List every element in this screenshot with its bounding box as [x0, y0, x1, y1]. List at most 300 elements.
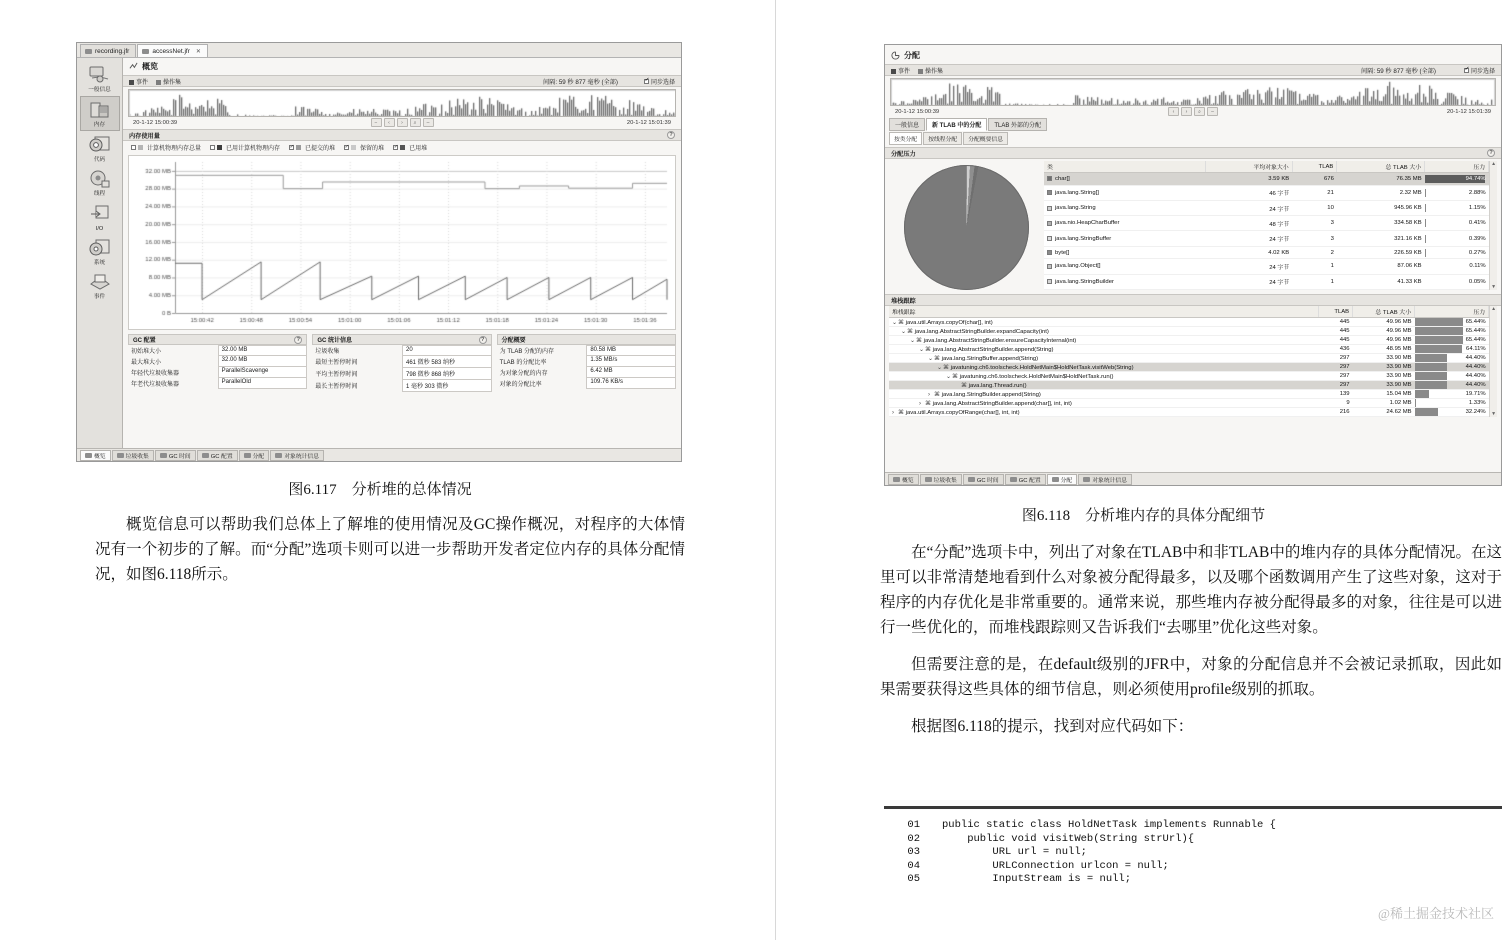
series-toggle-physical-used[interactable]: 已用计算机物理内存 [210, 143, 280, 152]
column-header[interactable]: 平均对象大小 [1205, 161, 1292, 173]
sync-selection-checkbox[interactable]: ✓ 同步选择 [1464, 66, 1495, 75]
cell-tlab: 436 [1319, 345, 1353, 354]
cell-class: java.lang.StringBuffer [1044, 231, 1205, 246]
bottom-tab-垃圾收集[interactable] [920, 474, 962, 485]
bottom-tab-label: 垃圾收集 [933, 477, 957, 484]
cell-class: byte[] [1044, 246, 1205, 259]
cell-avg-size: 24 字节 [1205, 200, 1292, 215]
expand-toggle-icon[interactable]: ⌄ [946, 373, 952, 380]
table-row[interactable] [1044, 259, 1489, 274]
cell-tlab: 21 [1292, 185, 1337, 200]
table-header-row [889, 306, 1489, 318]
legend-operative-set: 操作集 [156, 77, 181, 86]
table-row[interactable] [889, 381, 1489, 390]
legend-events: 事件 [129, 77, 148, 86]
timeline-end-time: 20-1-12 15:01:39 [1446, 108, 1491, 115]
code-listing [884, 806, 1502, 887]
cell-avg-size: 48 字节 [1205, 216, 1292, 231]
table-row[interactable] [1044, 246, 1489, 259]
stack-trace-header [885, 294, 1501, 306]
stack-trace-table[interactable] [889, 306, 1489, 417]
table-row[interactable] [889, 390, 1489, 399]
paragraph-text: 概览信息可以帮助我们总体上了解堆的使用情况及GC操作概况，对程序的大体情况有一个初步的了解。而“分配”选项卡则可以进一步帮助开发者定位内存的具体分配情况，如图6.118所示。 [95, 516, 685, 583]
cell-total-tlab: 76.35 MB [1337, 173, 1425, 186]
gc-config-value: ParallelOld [218, 378, 308, 389]
legend-operative-set: 操作集 [918, 66, 943, 75]
cell-total-tlab: 334.58 KB [1337, 216, 1425, 231]
bottom-tab-label: 概览 [902, 477, 914, 484]
cell-tlab: 445 [1319, 318, 1353, 327]
overview-icon [129, 62, 138, 71]
timeline-start-time: 20-1-12 15:00:39 [133, 119, 178, 126]
alloc-summary-key: 对象的分配比率 [499, 382, 542, 388]
memory-usage-header [123, 129, 681, 141]
sidebar-item-general-info[interactable] [80, 62, 120, 95]
cell-tlab: 297 [1319, 372, 1353, 381]
cell-tlab: 297 [1319, 354, 1353, 363]
timeline-pan-right-button[interactable]: › [397, 118, 408, 127]
alloc-summary-key: 为对象分配的内存 [499, 371, 548, 377]
bottom-tab-label: 分配 [252, 453, 265, 460]
table-row[interactable] [889, 354, 1489, 363]
bottom-tab-GC 配置[interactable] [1005, 474, 1046, 485]
file-icon [142, 49, 149, 54]
cell-total-tlab: 33.90 MB [1353, 372, 1415, 381]
interval-label: 间隔: 59 秒 877 毫秒 (全部) [543, 78, 618, 86]
bottom-tab-GC 时间[interactable] [155, 450, 196, 461]
cell-total-tlab: 33.90 MB [1353, 354, 1415, 363]
allocation-subtab-按类分配[interactable]: 按类分配 [889, 132, 922, 145]
alloc-summary-value: 6.42 MB [586, 367, 676, 378]
expand-toggle-icon[interactable]: ⌄ [892, 319, 898, 326]
bottom-tab-label: GC 时间 [976, 477, 999, 484]
bottom-tab-label: 对象统计信息 [284, 453, 320, 460]
cell-pressure: 19.71% [1415, 390, 1489, 399]
code-line-text: URLConnection urlcon = null; [942, 859, 1169, 872]
timeline-end-time: 20-1-12 15:01:39 [626, 119, 671, 126]
alloc-summary-row [497, 378, 676, 389]
cell-avg-size: 24 字节 [1205, 231, 1292, 246]
cell-pressure: 0.27% [1425, 246, 1489, 259]
event-timeline[interactable] [128, 89, 676, 117]
cell-avg-size: 46 字节 [1205, 185, 1292, 200]
cell-total-tlab: 945.96 KB [1337, 200, 1425, 215]
cell-total-tlab: 24.62 MB [1353, 408, 1415, 417]
cell-tlab: 676 [1292, 173, 1337, 186]
bottom-tabbar [885, 472, 1501, 485]
column-header[interactable]: 类 [1044, 161, 1205, 173]
cell-tlab: 3 [1292, 216, 1337, 231]
cell-total-tlab: 1.02 MB [1353, 399, 1415, 408]
cell-pressure: 44.40% [1415, 354, 1489, 363]
help-icon[interactable]: ? [667, 131, 675, 139]
sidebar-item-label: 线程 [93, 191, 106, 198]
cell-frame: ⌄⌘ javatuning.ch6.toolscheck.HoldNetMain$HoldNetTask.visitWeb(String) [889, 363, 1319, 372]
file-tab-accessnet[interactable] [137, 44, 208, 57]
method-icon: ⌘ [934, 391, 940, 398]
tab-icon [1052, 477, 1059, 482]
method-icon: ⌘ [916, 337, 922, 344]
cell-class: java.lang.StringBuilder [1044, 274, 1205, 289]
bottom-tab-概览[interactable] [888, 474, 919, 485]
bottom-tab-垃圾收集[interactable] [112, 450, 154, 461]
cell-pressure: 65.44% [1415, 327, 1489, 336]
body-paragraphs-right [880, 540, 1502, 751]
bottom-tab-label: 分配 [1060, 477, 1073, 484]
sidebar [77, 58, 123, 461]
timeline-zoom-select-button[interactable]: ⌕ [1194, 107, 1205, 116]
timeline-pan-left-button[interactable]: ‹ [1168, 107, 1179, 116]
events-icon [87, 271, 113, 293]
method-icon: ⌘ [934, 355, 940, 362]
sidebar-item-label: 代码 [93, 157, 106, 164]
expand-toggle-icon[interactable]: › [919, 400, 921, 407]
cell-pressure: 44.40% [1415, 381, 1489, 390]
file-tab-recording[interactable] [80, 44, 136, 57]
cell-total-tlab: 2.32 MB [1337, 185, 1425, 200]
cell-pressure: 0.39% [1425, 231, 1489, 246]
allocation-subtab-按线程分配[interactable]: 按线程分配 [923, 132, 962, 145]
tab-icon [1010, 477, 1017, 482]
sidebar-item-code[interactable] [80, 132, 120, 165]
table-row[interactable] [889, 363, 1489, 372]
allocation-pressure-pie-box [889, 161, 1044, 290]
cell-avg-size: 3.59 KB [1205, 173, 1292, 186]
gc-config-title: GC 配置 [133, 338, 156, 344]
cell-frame: › ⌘ java.lang.AbstractStringBuilder.append(char[], int, int) [889, 399, 1319, 408]
sidebar-item-memory[interactable] [80, 96, 120, 131]
event-bar-header [885, 64, 1501, 76]
gc-config-value: 32.00 MB [218, 345, 308, 356]
sidebar-item-label: 一般信息 [88, 87, 111, 93]
timeline-reset-button[interactable]: – [423, 118, 434, 127]
gc-stats-key: 最长主暂停时间 [315, 384, 358, 390]
tab-icon [893, 477, 900, 482]
tab-icon [1083, 477, 1090, 482]
cell-total-tlab: 321.16 KB [1337, 231, 1425, 246]
event-timeline-canvas [129, 90, 676, 117]
file-tab-label: recording.jfr [95, 47, 130, 55]
help-icon[interactable]: ? [1487, 149, 1495, 157]
cell-tlab: 9 [1319, 399, 1353, 408]
timeline-reset-button[interactable]: – [1207, 107, 1218, 116]
event-timeline[interactable] [890, 78, 1496, 106]
tab-icon [202, 453, 209, 458]
cell-tlab: 445 [1319, 327, 1353, 336]
expand-toggle-icon[interactable]: ⌄ [910, 337, 916, 344]
class-table-scrollbar[interactable]: ▲ ▼ [1491, 161, 1497, 290]
gc-stats-value: 1 毫秒 303 微秒 [402, 380, 492, 392]
timeline-zoom-out-button[interactable]: − [371, 118, 382, 127]
memory-usage-chart[interactable] [128, 155, 676, 330]
expand-toggle-icon[interactable]: ⌄ [928, 355, 934, 362]
allocation-tab-新 TLAB 中的分配[interactable]: 新 TLAB 中的分配 [926, 118, 987, 131]
expand-toggle-icon[interactable]: ⌄ [919, 346, 925, 353]
cell-pressure: 0.41% [1425, 216, 1489, 231]
cell-tlab: 10 [1292, 200, 1337, 215]
cell-frame: ⌄⌘ java.lang.AbstractStringBuilder.ensureCapacityInternal(int) [889, 336, 1319, 345]
sidebar-item-label: I/O [95, 225, 104, 232]
gc-config-key: 年老代垃圾收集器 [131, 382, 180, 388]
event-timeline-canvas [891, 79, 1495, 106]
bottom-tab-label: 对象统计信息 [1092, 477, 1128, 484]
series-toggle-used-heap[interactable]: ✓ 已用堆 [393, 143, 427, 152]
bottom-tab-label: 概览 [94, 453, 106, 460]
bottom-tab-label: GC 配置 [1018, 477, 1041, 484]
cell-frame: ⌄⌘ javatuning.ch6.toolscheck.HoldNetMain$HoldNetTask.run() [889, 372, 1319, 381]
cell-pressure: 44.40% [1415, 363, 1489, 372]
tab-icon [85, 453, 92, 458]
cell-total-tlab: 226.59 KB [1337, 246, 1425, 259]
alloc-summary-row [497, 356, 676, 367]
code-line [884, 873, 1502, 887]
body-paragraph-left [95, 512, 685, 599]
bottom-tab-分配[interactable] [1047, 474, 1078, 485]
timeline-zoom-select-button[interactable]: ⌕ [410, 118, 421, 127]
method-icon: ⌘ [898, 409, 904, 416]
method-icon: ⌘ [952, 373, 958, 380]
table-row[interactable] [1044, 200, 1489, 215]
cell-total-tlab: 33.90 MB [1353, 381, 1415, 390]
cell-tlab: 445 [1319, 336, 1353, 345]
sidebar-item-label: 系统 [93, 259, 106, 266]
series-toggle-committed-heap[interactable]: ✓ 已提交的堆 [289, 143, 335, 152]
legend-events: 事件 [891, 66, 910, 75]
bottom-tab-GC 时间[interactable] [963, 474, 1004, 485]
tab-icon [244, 453, 251, 458]
system-icon [87, 237, 113, 259]
alloc-summary-row [497, 367, 676, 378]
help-icon[interactable]: ? [479, 336, 487, 344]
thread-icon [87, 168, 113, 190]
cell-frame: ⌄⌘ java.lang.StringBuffer.append(String) [889, 354, 1319, 363]
column-header[interactable]: 压力 [1425, 161, 1489, 173]
cell-total-tlab: 48.95 MB [1353, 345, 1415, 354]
table-row[interactable] [889, 318, 1489, 327]
sidebar-item-io[interactable] [80, 201, 120, 234]
cell-avg-size: 4.02 KB [1205, 246, 1292, 259]
method-icon: ⌘ [943, 364, 949, 371]
bottom-tab-分配[interactable] [239, 450, 270, 461]
gc-config-key: 年轻代垃圾收集器 [131, 371, 180, 377]
bottom-tab-label: 垃圾收集 [125, 453, 149, 460]
code-line-number: 03 [907, 846, 920, 858]
column-header[interactable]: 总 TLAB 大小 [1353, 306, 1415, 318]
cell-frame: ⌄⌘ java.lang.AbstractStringBuilder.expandCapacity(int) [889, 327, 1319, 336]
code-line [884, 860, 1502, 874]
cell-tlab: 139 [1319, 390, 1353, 399]
gc-config-row [128, 345, 307, 356]
cell-pressure: 1.33% [1415, 399, 1489, 408]
cell-total-tlab: 49.96 MB [1353, 318, 1415, 327]
sidebar-item-events[interactable] [80, 269, 120, 302]
table-row[interactable] [889, 372, 1489, 381]
tab-icon [275, 453, 282, 458]
cell-frame: › ⌘ java.util.Arrays.copyOfRange(char[], int, int) [889, 408, 1319, 417]
watermark: @稀土掘金技术社区 [1378, 906, 1494, 921]
stack-trace-scrollbar[interactable]: ▲ ▼ [1491, 306, 1497, 417]
cell-frame: ⌄⌘ java.lang.AbstractStringBuilder.append(String) [889, 345, 1319, 354]
code-line [884, 846, 1502, 860]
page-title [885, 47, 1501, 64]
figure-caption-left: 图6.117 分析堆的总体情况 [288, 482, 472, 498]
gc-stats-key: 最短主暂停时间 [315, 360, 358, 366]
allocation-class-table[interactable] [1044, 161, 1489, 290]
paragraph-text: 在“分配”选项卡中，列出了对象在TLAB中和非TLAB中的堆内存的具体分配情况。在这里可以非常清楚地看到什么对象被分配得最多，以及哪个函数调用产生了这些对象，这对于程序的内存优化是非常重要的。通常来说，那些堆内存被分配得最多的对象，往往是可以进行一些优化的，而堆栈跟踪则又告诉我们“去哪里”优化这些对象。 [880, 544, 1502, 636]
gc-config-row [128, 356, 307, 367]
allocation-tab-一般信息[interactable]: 一般信息 [889, 118, 925, 131]
column-header[interactable]: 总 TLAB 大小 [1337, 161, 1425, 173]
stack-trace-title: 堆栈跟踪 [891, 297, 916, 305]
alloc-summary-value: 109.76 KB/s [586, 378, 676, 389]
cell-tlab: 1 [1292, 259, 1337, 274]
allocation-tab-TLAB 外部的分配[interactable]: TLAB 外部的分配 [988, 118, 1047, 131]
expand-toggle-icon[interactable]: › [892, 409, 894, 416]
cell-tlab: 1 [1292, 274, 1337, 289]
cell-avg-size: 24 字节 [1205, 259, 1292, 274]
gc-config-row [128, 367, 307, 378]
table-row[interactable] [1044, 231, 1489, 246]
cell-class: char[] [1044, 173, 1205, 186]
sidebar-item-system[interactable] [80, 235, 120, 268]
cell-tlab: 216 [1319, 408, 1353, 417]
io-icon [87, 203, 113, 225]
column-header[interactable]: 压力 [1415, 306, 1489, 318]
column-header[interactable]: TLAB [1319, 306, 1353, 318]
general-info-icon [87, 64, 113, 86]
gc-stats-key: 垃圾收集 [315, 349, 340, 355]
allocation-tabbar [885, 116, 1501, 131]
timeline-start-time: 20-1-12 15:00:39 [895, 108, 940, 115]
cell-pressure: 1.15% [1425, 200, 1489, 215]
jfr-allocation-window [884, 44, 1502, 486]
timeline-pan-right-button[interactable]: › [1181, 107, 1192, 116]
bottom-tab-概览[interactable] [80, 450, 111, 461]
alloc-summary-panel [497, 334, 676, 392]
method-icon: ⌘ [898, 319, 904, 326]
tab-icon [925, 477, 932, 482]
cell-tlab: 3 [1292, 231, 1337, 246]
table-row[interactable] [889, 408, 1489, 417]
table-row[interactable] [1044, 185, 1489, 200]
gc-config-value: 32.00 MB [218, 356, 308, 367]
code-line [884, 819, 1502, 833]
cell-pressure: 2.88% [1425, 185, 1489, 200]
code-line-number: 01 [907, 819, 920, 831]
cell-total-tlab: 41.33 KB [1337, 274, 1425, 289]
cell-pressure: 44.40% [1415, 372, 1489, 381]
sidebar-item-thread[interactable] [80, 166, 120, 199]
gc-stats-row [312, 356, 491, 368]
method-icon: ⌘ [925, 346, 931, 353]
cell-class: java.nio.HeapCharBuffer [1044, 216, 1205, 231]
series-toggle-row [123, 141, 681, 152]
bottom-tabbar [77, 448, 681, 461]
cell-pressure: 32.24% [1415, 408, 1489, 417]
alloc-summary-row [497, 345, 676, 356]
expand-toggle-icon[interactable]: › [928, 391, 930, 398]
table-row[interactable] [889, 327, 1489, 336]
bottom-tab-GC 配置[interactable] [197, 450, 238, 461]
bottom-tab-对象统计信息[interactable] [270, 450, 324, 461]
cell-class: java.lang.Object[] [1044, 259, 1205, 274]
series-toggle-physical-total[interactable]: 计算机物理内存总量 [131, 143, 201, 152]
gc-stats-title: GC 统计信息 [317, 338, 352, 344]
allocation-subtabbar [885, 131, 1501, 145]
allocation-pressure-pie[interactable] [904, 165, 1029, 290]
jfr-overview-window [76, 42, 682, 462]
column-header[interactable]: 堆栈跟踪 [889, 306, 1319, 318]
figure-caption-right: 图6.118 分析堆内存的具体分配细节 [1021, 508, 1266, 524]
allocation-pressure-header [885, 147, 1501, 159]
method-icon: ⌘ [907, 328, 913, 335]
paragraph-text: 根据图6.118的提示，找到对应代码如下： [911, 718, 1194, 735]
tab-icon [968, 477, 975, 482]
gc-config-key: 初始堆大小 [131, 349, 162, 355]
timeline-pan-left-button[interactable]: ‹ [384, 118, 395, 127]
bottom-tab-label: GC 配置 [210, 453, 233, 460]
memory-chart-canvas [129, 156, 673, 329]
cell-pressure: 0.11% [1425, 259, 1489, 274]
table-row[interactable] [889, 336, 1489, 345]
page-title-label: 分配 [904, 51, 920, 60]
tab-icon [117, 453, 124, 458]
gc-stats-value: 20 [402, 345, 492, 356]
sidebar-item-label: 内存 [93, 122, 106, 129]
cell-avg-size: 24 字节 [1205, 274, 1292, 289]
bottom-tab-对象统计信息[interactable] [1078, 474, 1132, 485]
file-icon [85, 49, 92, 54]
allocation-pressure-title: 分配压力 [891, 150, 916, 158]
series-toggle-reserved-heap[interactable]: ✓ 保留的堆 [344, 143, 384, 152]
table-row[interactable] [1044, 216, 1489, 231]
table-row[interactable] [889, 399, 1489, 408]
help-icon[interactable]: ? [294, 336, 302, 344]
paragraph-text: 但需要注意的是，在default级别的JFR中，对象的分配信息并不会被记录抓取，因此如果需要获得这些具体的细节信息，则必须使用profile级别的抓取。 [880, 656, 1502, 698]
expand-toggle-icon[interactable]: ⌄ [901, 328, 907, 335]
code-line-number: 04 [907, 859, 920, 872]
cell-tlab: 297 [1319, 363, 1353, 372]
cell-frame: › ⌘ java.lang.StringBuilder.append(String) [889, 390, 1319, 399]
sync-selection-checkbox[interactable]: ✓ 同步选择 [644, 77, 675, 86]
column-header[interactable]: TLAB [1292, 161, 1337, 173]
cell-pressure: 65.44% [1415, 336, 1489, 345]
code-line [884, 833, 1502, 847]
table-row[interactable] [889, 345, 1489, 354]
interval-label: 间隔: 59 秒 877 毫秒 (全部) [1361, 67, 1436, 75]
gc-stats-panel [312, 334, 491, 392]
cell-total-tlab: 15.04 MB [1353, 390, 1415, 399]
gc-config-key: 最大堆大小 [131, 360, 162, 366]
cell-total-tlab: 87.06 KB [1337, 259, 1425, 274]
memory-icon [87, 99, 113, 121]
close-icon[interactable]: ✕ [195, 48, 201, 55]
table-row[interactable] [1044, 173, 1489, 186]
gc-stats-value: 798 微秒 868 纳秒 [402, 368, 492, 380]
window-tabstrip [77, 43, 681, 58]
sidebar-item-label: 事件 [93, 293, 106, 300]
cell-pressure: 94.74% [1425, 173, 1489, 186]
expand-toggle-icon[interactable]: ⌄ [937, 364, 943, 371]
gc-config-value: ParallelScavenge [218, 367, 308, 378]
code-line-text: URL url = null; [942, 846, 1087, 858]
page-divider [775, 0, 776, 940]
cell-pressure: 65.44% [1415, 318, 1489, 327]
code-line-number: 02 [907, 832, 920, 845]
event-bar-header [123, 75, 681, 87]
allocation-subtab-分配概要信息[interactable]: 分配概要信息 [963, 132, 1008, 145]
table-row[interactable] [1044, 274, 1489, 289]
